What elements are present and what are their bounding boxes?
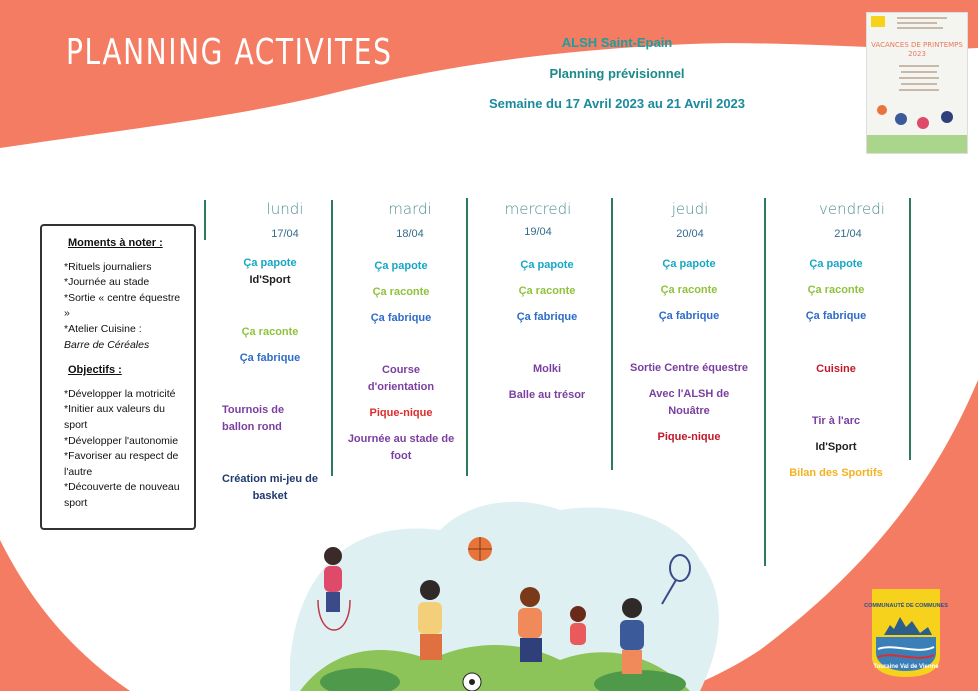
poster-logo-icon bbox=[871, 16, 885, 27]
date-mardi: 18/04 bbox=[396, 228, 424, 240]
moments-heading: Moments à noter : bbox=[68, 237, 163, 249]
activity: Ça fabrique bbox=[516, 311, 578, 323]
holiday-poster bbox=[866, 12, 968, 154]
activity: Création mi-jeu de basket bbox=[222, 473, 318, 502]
activity: Tournois de ballon rond bbox=[222, 404, 285, 433]
planning-subtitle: Planning prévisionnel bbox=[549, 66, 685, 81]
activity: Course d'orientation bbox=[367, 364, 435, 393]
moment-item: *Atelier Cuisine : bbox=[64, 322, 142, 335]
moment-item: *Rituels journaliers bbox=[64, 260, 152, 273]
activity: Ça papote bbox=[809, 258, 863, 270]
activity: Cuisine bbox=[816, 363, 856, 375]
objective-item: *Initier aux valeurs du sport bbox=[64, 403, 165, 431]
notes-box bbox=[40, 224, 196, 530]
date-mercredi: 19/04 bbox=[524, 226, 552, 238]
activity: Ça fabrique bbox=[239, 352, 301, 364]
center-name: ALSH Saint-Epain bbox=[561, 35, 673, 50]
date-lundi: 17/04 bbox=[271, 228, 299, 240]
activity: Pique-nique bbox=[657, 431, 721, 443]
activity: Avec l'ALSH de Nouâtre bbox=[648, 388, 730, 417]
activity: Pique-nique bbox=[369, 407, 433, 419]
activity: Id'Sport bbox=[815, 441, 857, 453]
kids-illustration bbox=[290, 502, 719, 691]
week-range: Semaine du 17 Avril 2023 au 21 Avril 2023 bbox=[488, 96, 746, 111]
objective-item: *Découverte de nouveau sport bbox=[64, 481, 180, 509]
activity: Ça fabrique bbox=[805, 310, 867, 322]
moment-item: *Sortie « centre équestre » bbox=[64, 291, 181, 320]
moment-item: *Journée au stade bbox=[64, 276, 150, 289]
activity: Ça papote bbox=[374, 260, 428, 272]
date-jeudi: 20/04 bbox=[676, 228, 704, 240]
activity: Ça fabrique bbox=[658, 310, 720, 322]
activity: Ça raconte bbox=[660, 284, 718, 296]
objective-item: *Favoriser au respect de l'autre bbox=[64, 450, 179, 478]
activity: Balle au trésor bbox=[508, 389, 586, 401]
activity: Ça raconte bbox=[241, 326, 299, 338]
activity: Ça fabrique bbox=[370, 312, 432, 324]
objective-item: *Développer l'autonomie bbox=[64, 434, 179, 447]
poster-title: VACANCES DE PRINTEMPS 2023 bbox=[871, 41, 963, 58]
activity: Ça raconte bbox=[518, 285, 576, 297]
date-vendredi: 21/04 bbox=[834, 228, 862, 240]
activity: Ça raconte bbox=[372, 286, 430, 298]
activity: Ça papote bbox=[520, 259, 574, 271]
logo-name: Touraine Val de Vienne bbox=[873, 664, 939, 670]
objective-item: *Développer la motricité bbox=[64, 387, 176, 400]
day-mardi: mardi bbox=[388, 200, 432, 218]
activity: Bilan des Sportifs bbox=[789, 467, 883, 479]
activity: Sortie Centre équestre bbox=[630, 362, 748, 374]
activity: Ça papote bbox=[243, 257, 297, 269]
moment-italic: Barre de Céréales bbox=[64, 338, 150, 351]
activity: Ça raconte bbox=[807, 284, 865, 296]
community-logo bbox=[864, 587, 948, 679]
day-mercredi: mercredi bbox=[504, 200, 572, 218]
day-vendredi: vendredi bbox=[819, 200, 885, 218]
day-lundi: lundi bbox=[266, 200, 304, 218]
activity: Tir à l'arc bbox=[811, 415, 861, 427]
logo-arc-text: COMMUNAUTÉ DE COMMUNES bbox=[864, 603, 948, 609]
objectives-heading: Objectifs : bbox=[68, 364, 122, 377]
page-title: PLANNING ACTIVITES bbox=[66, 32, 393, 73]
day-jeudi: jeudi bbox=[671, 200, 709, 218]
activity: Id'Sport bbox=[249, 274, 291, 286]
activity: Ça papote bbox=[662, 258, 716, 270]
activity: Molki bbox=[532, 363, 562, 375]
activity: Journée au stade de foot bbox=[347, 433, 455, 462]
